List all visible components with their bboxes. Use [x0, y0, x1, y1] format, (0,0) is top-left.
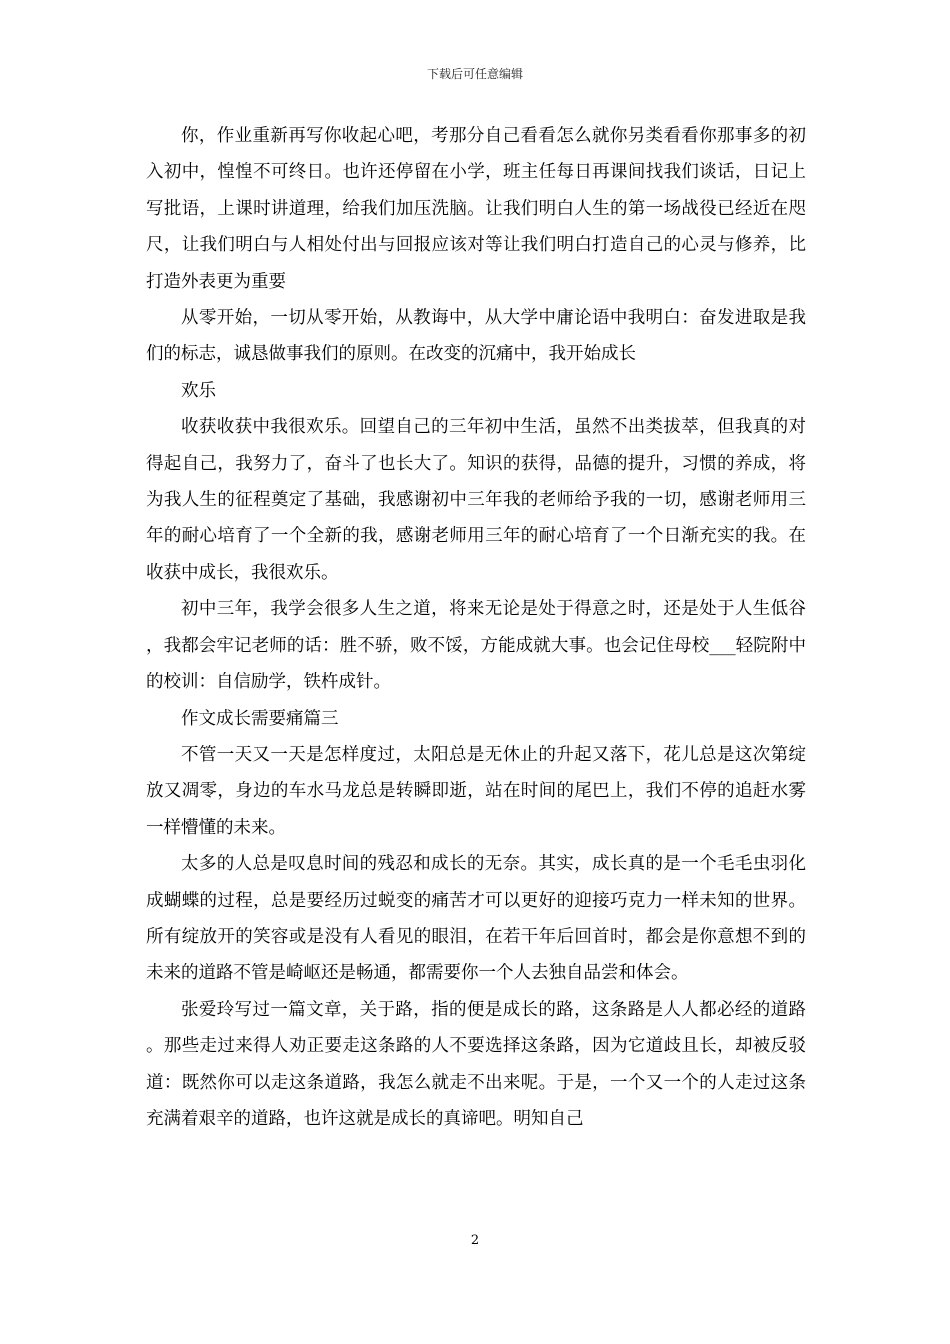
page-number: 2: [470, 1233, 480, 1248]
page-header: 下载后可任意编辑: [426, 67, 523, 81]
document-body: [146, 118, 806, 1137]
paragraph: 初中三年，我学会很多人生之道，将来无论是处于得意之时，还是处于人生低谷，我都会牢记老师的话：胜不骄，败不馁，方能成就大事。也会记住母校___轻院附中的校训：自信励学，铁杵成针。: [146, 599, 806, 693]
paragraph: 收获收获中我很欢乐。回望自己的三年初中生活，虽然不出类拔萃，但我真的对得起自己，我努力了，奋斗了也长大了。知识的获得，品德的提升，习惯的养成，将为我人生的征程奠定了基础，我感谢初中三年我的老师给予我的一切，感谢老师用三年的耐心培育了一个全新的我，感谢老师用三年的耐心培育了一个日渐充实的我。在收获中成长，我很欢乐。: [146, 417, 806, 583]
paragraph: 从零开始，一切从零开始，从教诲中，从大学中庸论语中我明白：奋发进取是我们的标志，诚恳做事我们的原则。在改变的沉痛中，我开始成长: [146, 308, 806, 365]
section-heading: 作文成长需要痛篇三: [181, 708, 339, 729]
paragraph: 张爱玲写过一篇文章，关于路，指的便是成长的路，这条路是人人都必经的道路。那些走过来得人劝正要走这条路的人不要选择这条路，因为它道歧且长，却被反驳道：既然你可以走这条道路，我怎么就走不出来呢。于是，一个又一个的人走过这条充满着艰辛的道路，也许这就是成长的真谛吧。明知自己: [146, 999, 806, 1129]
paragraph: 你，作业重新再写你收起心吧，考那分自己看看怎么就你另类看看你那事多的初入初中，惶惶不可终日。也许还停留在小学，班主任每日再课间找我们谈话，日记上写批语，上课时讲道理，给我们加压洗脑。让我们明白人生的第一场战役已经近在咫尺，让我们明白与人相处付出与回报应该对等让我们明白打造自己的心灵与修养，比打造外表更为重要: [146, 126, 806, 292]
paragraph: 太多的人总是叹息时间的残忍和成长的无奈。其实，成长真的是一个毛毛虫羽化成蝴蝶的过程，总是要经历过蜕变的痛苦才可以更好的迎接巧克力一样未知的世界。所有绽放开的笑容或是没有人看见的眼泪，在若干年后回首时，都会是你意想不到的未来的道路不管是崎岖还是畅通，都需要你一个人去独自品尝和体会。: [146, 854, 806, 984]
paragraph: 不管一天又一天是怎样度过，太阳总是无休止的升起又落下，花儿总是这次第绽放又凋零，身边的车水马龙总是转瞬即逝，站在时间的尾巴上，我们不停的追赶水雾一样懵懂的未来。: [146, 744, 806, 838]
section-heading: 欢乐: [181, 380, 216, 401]
